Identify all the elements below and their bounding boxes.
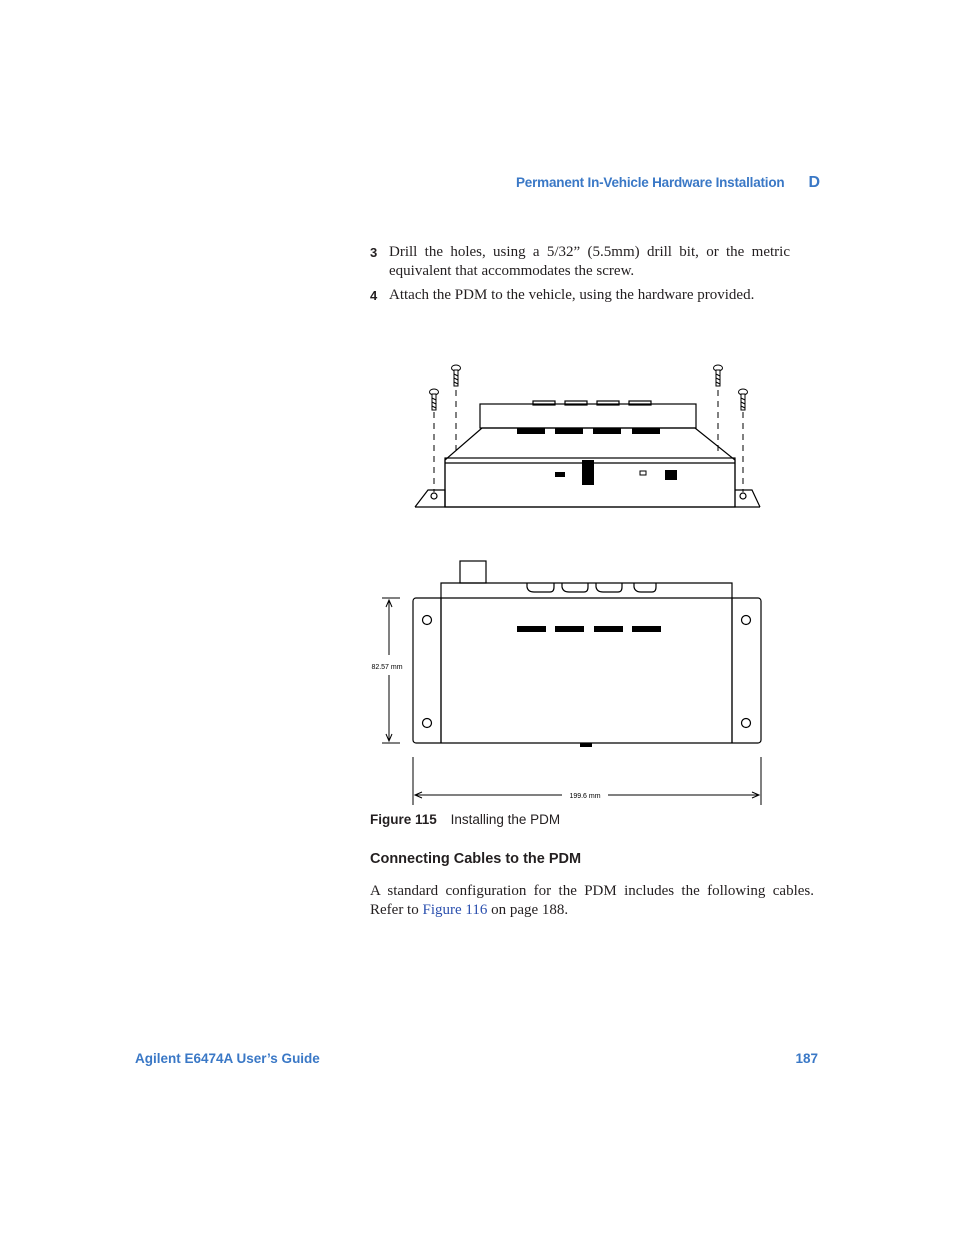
pdm-side-view-diagram xyxy=(410,360,770,520)
screw-icon xyxy=(714,365,723,386)
left-flange xyxy=(415,490,445,507)
width-dimension-label: 199.6 mm xyxy=(569,793,601,800)
knob xyxy=(460,561,486,583)
body-paragraph xyxy=(370,882,814,920)
paragraph-text-end: on page 188. xyxy=(487,902,569,918)
step-text: Drill the holes, using a 5/32” (5.5mm) drill bit, or the metric equivalent that accommodates the screw. xyxy=(389,244,790,279)
screw-icon xyxy=(452,365,461,386)
figure-caption-text: Installing the PDM xyxy=(450,812,561,827)
chapter-letter: D xyxy=(808,174,820,191)
paragraph-text: A standard configuration for the PDM includes the following cables. Refer to xyxy=(370,883,814,918)
figure-caption xyxy=(370,812,560,827)
height-dimension-label: 82.57 mm xyxy=(371,664,403,671)
screw-icon xyxy=(430,389,439,410)
step-3 xyxy=(370,243,790,281)
right-flange xyxy=(735,490,760,507)
figure-caption-label: Figure 115 xyxy=(370,812,437,827)
step-number: 4 xyxy=(370,288,378,303)
step-4 xyxy=(370,286,768,305)
step-text: Attach the PDM to the vehicle, using the hardware provided. xyxy=(389,287,755,303)
footer-guide-title: Agilent E6474A User’s Guide xyxy=(135,1051,320,1066)
step-number: 3 xyxy=(370,245,378,260)
section-heading: Connecting Cables to the PDM xyxy=(370,851,582,867)
pdm-body xyxy=(441,583,732,743)
header-title: Permanent In-Vehicle Hardware Installation xyxy=(516,175,785,190)
page-number: 187 xyxy=(795,1051,818,1066)
running-header xyxy=(516,174,820,192)
figure-116-link[interactable]: Figure 116 xyxy=(422,902,488,918)
screw-icon xyxy=(739,389,748,410)
pdm-top-view-diagram xyxy=(362,555,772,810)
